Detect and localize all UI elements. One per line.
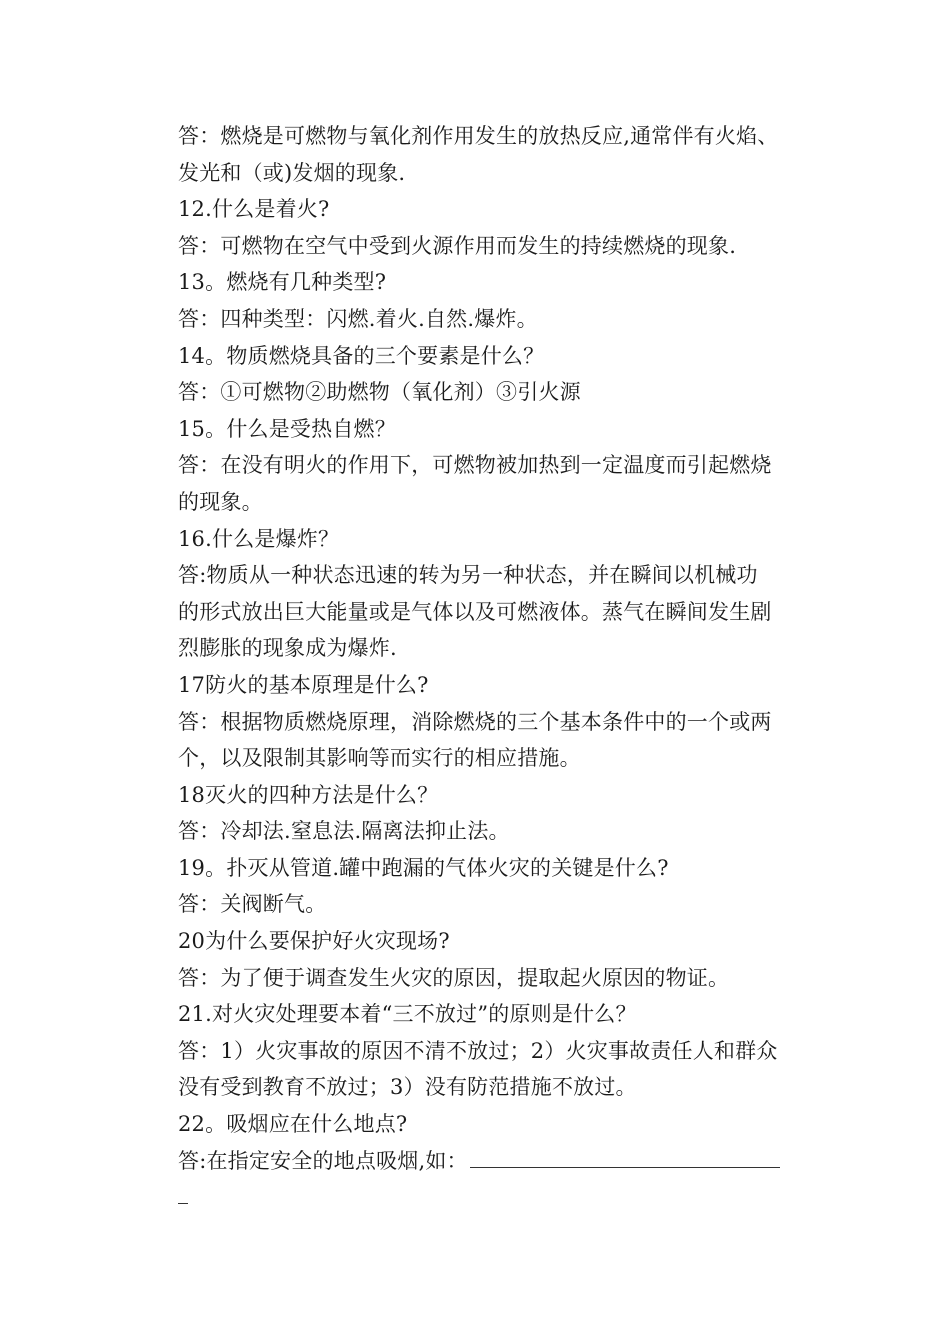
answer-line: 答：根据物质燃烧原理，消除燃烧的三个基本条件中的一个或两	[178, 709, 772, 734]
question-line: 15。什么是受热自燃？	[178, 416, 396, 441]
answer-line: 答：在没有明火的作用下，可燃物被加热到一定温度而引起燃烧	[178, 453, 772, 478]
answer-line: 没有受到教育不放过；3）没有防范措施不放过。	[178, 1075, 637, 1100]
answer-line: 烈膨胀的现象成为爆炸.	[178, 636, 397, 661]
answer-line: 答:物质从一种状态迅速的转为另一种状态，并在瞬间以机械功	[178, 563, 758, 588]
answer-line: 答：关阀断气。	[178, 892, 327, 917]
answer-line: 答：四种类型：闪燃.着火.自然.爆炸。	[178, 306, 538, 331]
answer-line: 的形式放出巨大能量或是气体以及可燃液体。蒸气在瞬间发生剧	[178, 599, 772, 624]
question-line: 17防火的基本原理是什么?	[178, 672, 429, 697]
question-line: 14。物质燃烧具备的三个要素是什么？	[178, 343, 545, 368]
fill-in-blank	[470, 1145, 780, 1168]
question-line: 13。燃烧有几种类型?	[178, 270, 387, 295]
blank-continuation	[178, 1179, 838, 1216]
question-line: 16.什么是爆炸？	[178, 526, 340, 551]
answer-line: 答：1）火灾事故的原因不清不放过；2）火灾事故责任人和群众	[178, 1038, 778, 1063]
answer-line: 答：冷却法.窒息法.隔离法抑止法。	[178, 819, 510, 844]
answer-line: 答：可燃物在空气中受到火源作用而发生的持续燃烧的现象.	[178, 233, 737, 258]
answer-line-with-blank	[178, 1143, 838, 1180]
document-body	[178, 118, 838, 1216]
question-line: 18灭火的四种方法是什么？	[178, 782, 439, 807]
question-line: 21.对火灾处理要本着“三不放过”的原则是什么？	[178, 1002, 637, 1027]
question-line: 22。吸烟应在什么地点?	[178, 1112, 408, 1137]
text-line: 答：燃烧是可燃物与氧化剂作用发生的放热反应,通常伴有火焰、	[178, 124, 779, 148]
answer-line: 的现象。	[178, 489, 263, 514]
answer-line: 答：①可燃物②助燃物（氧化剂）③引火源	[178, 380, 581, 405]
question-line: 12.什么是着火?	[178, 197, 330, 222]
fill-in-blank-tail	[178, 1185, 188, 1204]
answer-line: 答：为了便于调查发生火灾的原因，提取起火原因的物证。	[178, 965, 730, 990]
answer-line: 个，以及限制其影响等而实行的相应措施。	[178, 746, 581, 771]
question-line: 19。扑灭从管道.罐中跑漏的气体火灾的关键是什么?	[178, 855, 669, 880]
text-line: 发光和（或)发烟的现象.	[178, 160, 406, 185]
question-line: 20为什么要保护好火灾现场?	[178, 929, 450, 954]
answer-prefix: 答:在指定安全的地点吸烟,如：	[178, 1148, 468, 1173]
